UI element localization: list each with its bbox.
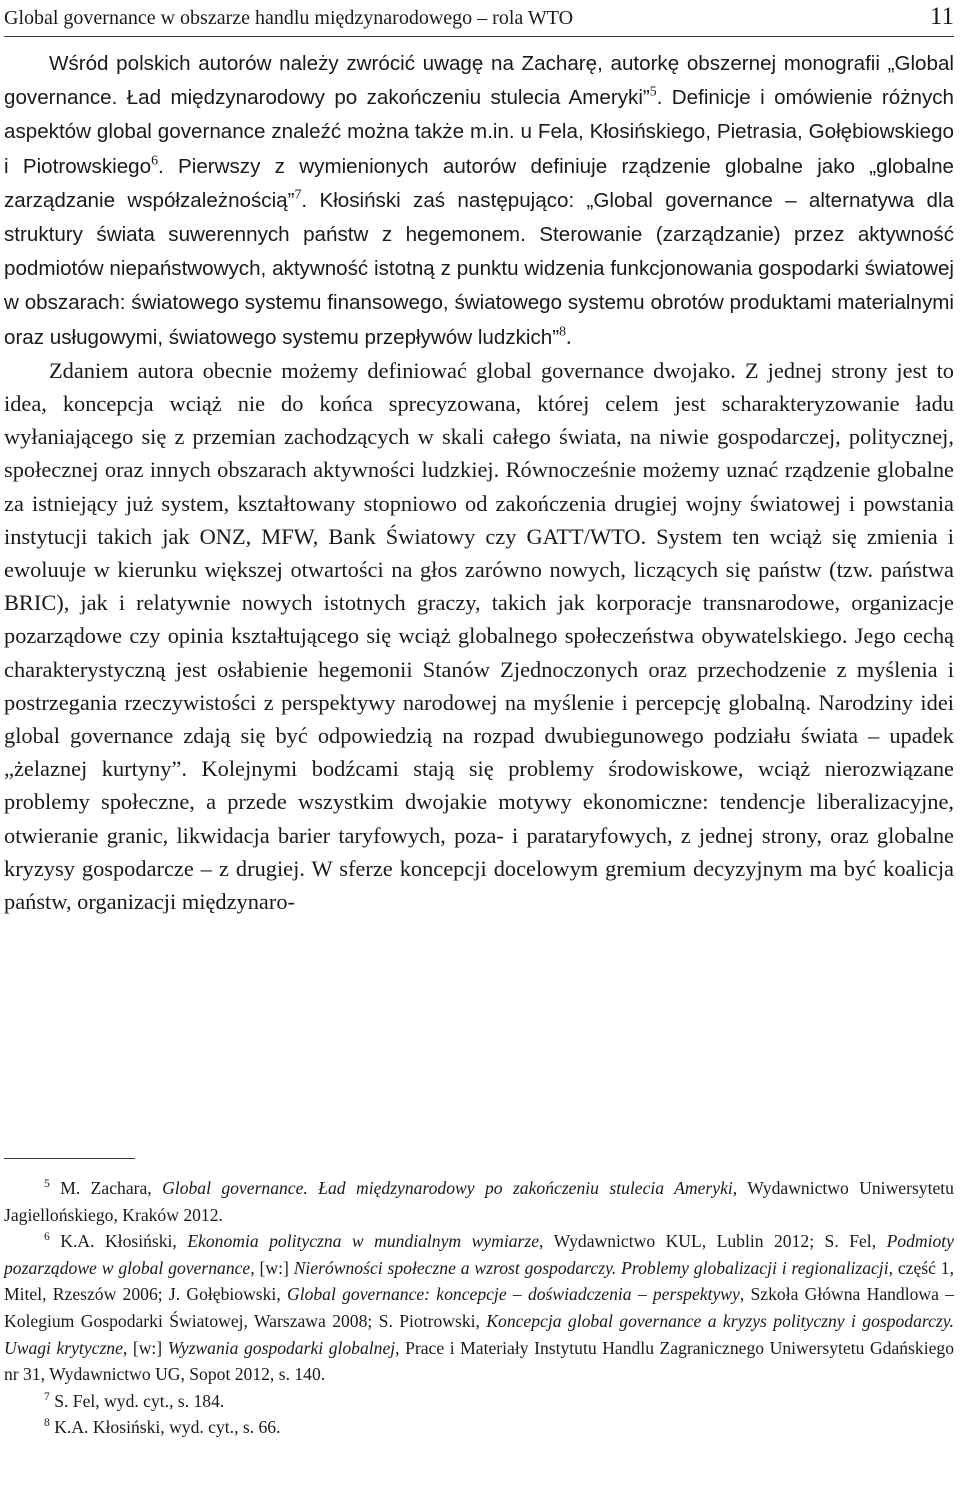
footnote-text: K.A. Kłosiński, wyd. cyt., s. 66.	[54, 1417, 281, 1438]
footnote-ref-5: 5	[649, 84, 657, 100]
footnote-ref-7: 7	[294, 187, 302, 203]
footnote-8	[4, 1414, 954, 1441]
page-number: 11	[929, 3, 954, 30]
footnote-text: , Wydawnictwo KUL, Lublin 2012; S. Fel,	[539, 1231, 887, 1252]
footnote-text: K.A. Kłosiński,	[60, 1231, 188, 1252]
footnotes	[4, 1175, 954, 1441]
footnote-number: 8	[44, 1416, 50, 1430]
paragraph-1-text-d: . Kłosiński zaś następująco: „Global governance – alternatywa dla struktury świata suwerennych państw z hegemonem. Sterowanie (zarządzanie) przez aktywność podmiotów niepaństwowych, aktywność istotną z punktu widzenia funkcjonowania gospodarki światowej w obszarach: światowego systemu finansowego, światowego systemu obrotów produktami materialnymi oraz usługowymi, światowego systemu przepływów ludzkich”	[4, 188, 955, 349]
footnote-title: Wyzwania gospodarki globalnej	[167, 1337, 396, 1358]
paragraph-1-text-b: . Definicje i omówienie różnych aspektów global governance znaleźć można także m.in. u Fela, Kłosińskiego, Pietrasia, Gołębiowskiego i Piotrowskiego	[4, 86, 954, 178]
paragraph-1-text-e: .	[566, 323, 572, 349]
running-title: Global governance w obszarze handlu międzynarodowego – rola WTO	[4, 7, 574, 29]
footnote-title: Global governance: koncepcje – doświadczenia – perspektywy	[286, 1284, 740, 1305]
footnote-ref-8: 8	[559, 324, 567, 340]
footnote-text: , Prace i Materiały Instytutu Handlu Zagranicznego Uniwersytetu Gdańskiego nr 31, Wydawnictwo UG, Sopot 2012, s. 140.	[4, 1337, 954, 1385]
footnote-title: Global governance. Ład międzynarodowy po zakończeniu stulecia Ameryki	[162, 1178, 733, 1198]
footnote-separator	[4, 1158, 135, 1159]
footnote-text: , [w:]	[122, 1337, 168, 1358]
paragraph-1-text-c: . Pierwszy z wymienionych autorów definiuje rządzenie globalne jako „globalne zarządzanie współzależnością”	[4, 154, 954, 212]
footnote-7	[4, 1388, 954, 1415]
footnote-text: , [w:]	[250, 1257, 294, 1278]
footnote-ref-6: 6	[151, 153, 158, 169]
running-header	[4, 3, 954, 33]
footnote-text: , Wydawnictwo Uniwersytetu Jagiellońskiego, Kraków 2012.	[4, 1178, 954, 1225]
footnote-text: , część 1, Mitel, Rzeszów 2006; J. Gołębiowski,	[4, 1257, 955, 1305]
footnote-title: Ekonomia polityczna w mundialnym wymiarze	[187, 1231, 540, 1252]
footnote-5	[4, 1175, 954, 1228]
footnote-title: Nierówności społeczne a wzrost gospodarczy. Problemy globalizacji i regionalizacji	[293, 1257, 889, 1278]
body-text	[4, 46, 954, 918]
paragraph-1	[4, 46, 954, 354]
footnote-text: S. Fel, wyd. cyt., s. 184.	[54, 1390, 225, 1411]
footnote-title: Podmioty pozarządowe w global governance	[4, 1231, 954, 1278]
paragraph-1-text-a: Wśród polskich autorów należy zwrócić uwagę na Zacharę, autorkę obszernej monografii „Global governance. Ład międzynarodowy po zakończeniu stulecia Ameryki”	[4, 52, 954, 110]
footnote-number: 6	[44, 1230, 50, 1244]
footnote-text: M. Zachara,	[60, 1178, 163, 1198]
header-rule	[4, 36, 954, 37]
footnote-text: , Szkoła Główna Handlowa – Kolegium Gospodarki Światowej, Warszawa 2008; S. Piotrowski,	[4, 1284, 954, 1331]
footnote-number: 7	[44, 1389, 50, 1403]
footnote-title: Koncepcja global governance a kryzys polityczny i gospodarczy. Uwagi krytyczne	[4, 1310, 954, 1358]
footnote-number: 5	[44, 1177, 50, 1191]
paragraph-2: Zdaniem autora obecnie możemy definiować global governance dwojako. Z jednej strony jest to idea, koncepcja wciąż nie do końca sprecyzowana, której celem jest scharakteryzowanie ładu wyłaniającego się z przemian zachodzących w skali całego świata, na niwie gospodarczej, politycznej, społecznej oraz innych obszarach aktywności ludzkiej. Równocześnie możemy uznać rządzenie globalne za istniejący już system, kształtowany stopniowo od zakończenia drugiej wojny światowej i powstania instytucji takich jak ONZ, MFW, Bank Światowy czy GATT/WTO. System ten wciąż się zmienia i ewoluuje w kierunku większej otwartości na głos zarówno nowych, liczących się państw (tzw. państwa BRIC), jak i relatywnie nowych istotnych graczy, takich jak korporacje transnarodowe, organizacje pozarządowe czy opinia kształtującego się wciąż globalnego społeczeństwa obywatelskiego. Jego cechą charakterystyczną jest osłabienie hegemonii Stanów Zjednoczonych oraz przechodzenie z myślenia i postrzegania rzeczywistości z perspektywy narodowej na myślenie i percepcję globalną. Narodziny idei global governance zdają się być odpowiedzią na rozpad dwubiegunowego podziału świata – upadek „żelaznej kurtyny”. Kolejnymi bodźcami stają się problemy środowiskowe, wciąż nierozwiązane problemy społeczne, a przede wszystkim dwojakie motywy ekonomiczne: tendencje liberalizacyjne, otwieranie granic, likwidacja barier taryfowych, poza- i parataryfowych, z jednej strony, oraz globalne kryzysy gospodarcze – z drugiej. W sferze koncepcji docelowym gremium decyzyjnym ma być koalicja państw, organizacji międzynaro-	[4, 357, 954, 915]
footnote-6	[4, 1228, 954, 1388]
